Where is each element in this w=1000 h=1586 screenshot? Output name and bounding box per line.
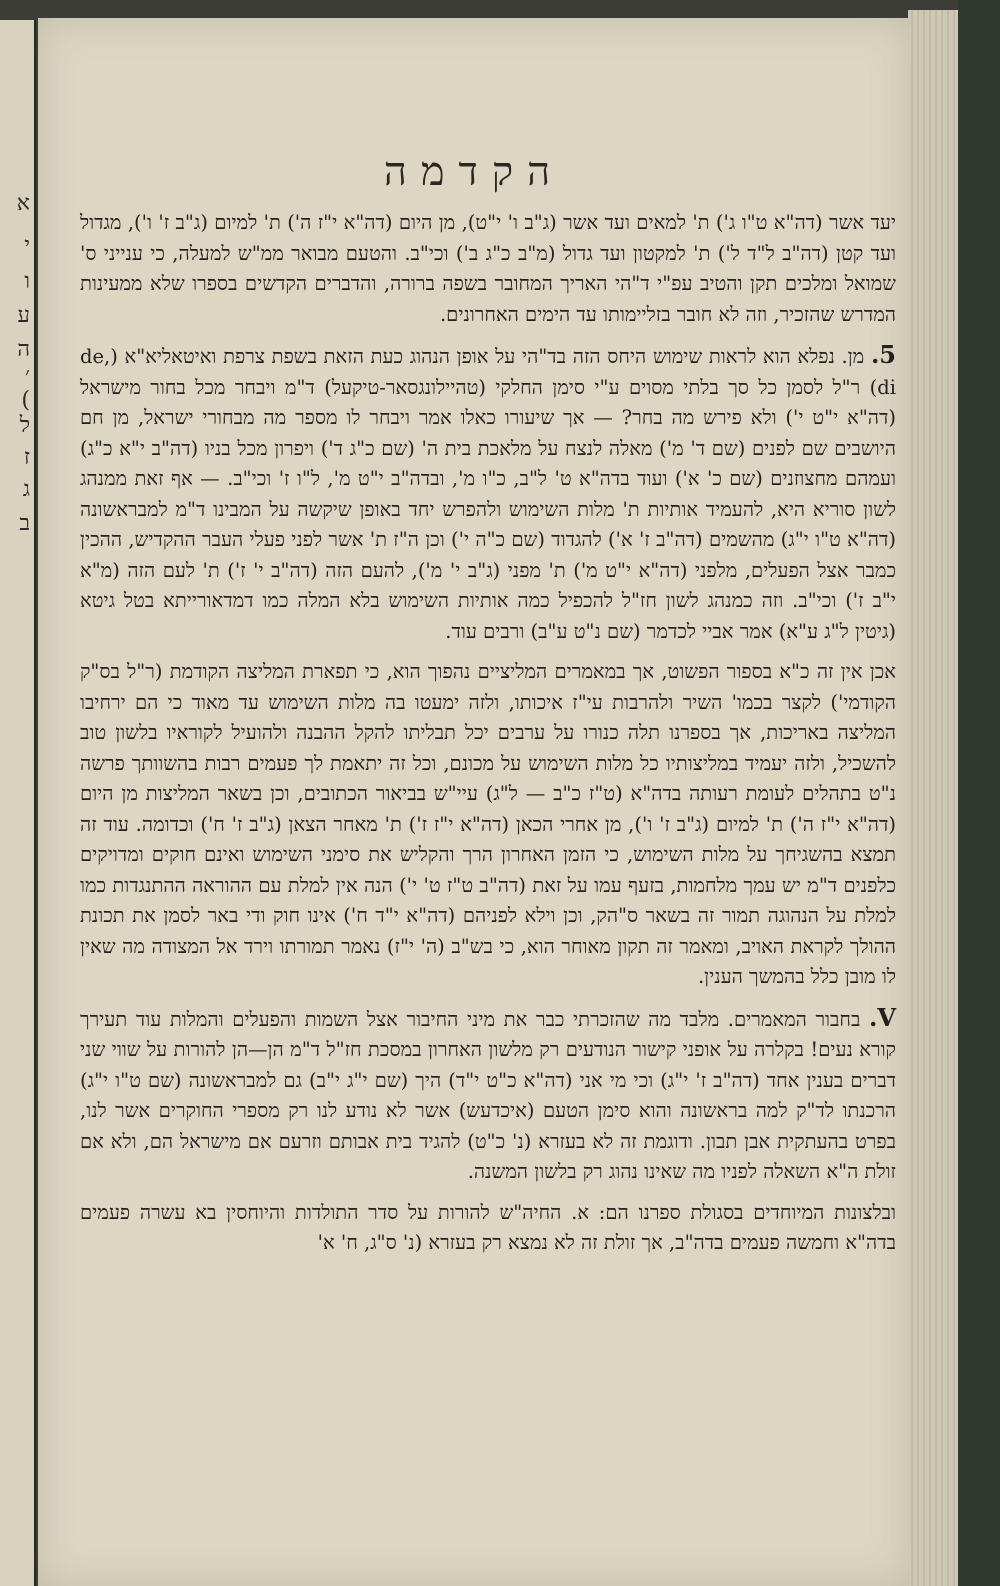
previous-page-edge	[0, 20, 36, 1586]
body-text	[80, 208, 896, 1269]
page-stack-edges	[908, 10, 958, 1586]
section-marker: V.	[869, 1002, 896, 1032]
paragraph-text: ובלצונות המיוחדים בסגולת ספרנו הם: א. החיה"ש להורות על סדר התולדות והיוחסין בא עשרה פעמים בדה"א וחמשה פעמים בדה"ב, אך זולת זה לא נמצא רק בעזרא (נ' ס"ג, ח' א'	[80, 1200, 896, 1254]
margin-glyph: ז	[23, 445, 30, 470]
paragraph	[80, 657, 896, 993]
paragraph	[80, 340, 896, 647]
paragraph	[80, 1198, 896, 1259]
paragraph-text: אכן אין זה כ"א בספור הפשוט, אך במאמרים המליציים נהפוך הוא, כי תפארת המליצה הקודמת (ר"ל בס"ק הקודמי') לקצר בכמו' השיר ולהרבות עי"ז איכותו, ולזה ימעטו בה מלות השימוש עד מאוד כי הם ירחיבו המליצה באריכות, אך בספרנו תלה כנורו על ערבים יכל תבליתו להקל ההבנה ולהועיל לקוראיו בלשון טוב להשכיל, ולזה יעמיד במליצותיו כל מלות השימוש על מכונם, וכל זה יתאמת לך פעמים רבות בהשוותך פרשה נ"ט בתהלים לעומת רעותה בדה"א (ט"ז כ"ב — ל"ג) עיי"ש בביאור הכתובים, וכן בשאר המליצות מן היום (דה"א י"ז ה') ת' למיום (ג"ב ז' ו'), מן אחרי הכאן (דה"א י"ז ז') ת' מאחר הצאן (ג"ב ז' ח') וכדומה. עוד זה תמצא בהשגיחך על מלות השימוש, כי הזמן האחרון הרך והקליש את סימני השימוש ואינם חוקים ומדויקים כלפנים ד"מ יש עמך מלחמות, בזעף עמו על זאת (דה"ב ט"ז ט' י') הנה אין למלת עם ההוראה ההתנגדות כמו למלת על הנהוגה תמור זה בשאר ס"הק, וכן וילא לפניהם (דה"א י"ד ח') אינו חוק ודי באר לסמן את תכונת ההולך לקראת האויב, ומאמר זה תקון מאוחר הוא, כי בש"ב (ה' י"ז) נאמר תמורתו וירד אל המצודה מה שאין לו מובן כלל בהמשך הענין.	[80, 660, 896, 988]
margin-glyph: ב	[19, 511, 30, 536]
margin-glyph: (	[21, 388, 30, 413]
paragraph-text: בחבור המאמרים. מלבד מה שהזכרתי כבר את מיני החיבור אצל השמות והפעלים והמלות עוד תעירך קורא נעים! בקלרה על אופני קישור הנודעים רק מלשון האחרון במסכת חז"ל ד"מ הן—הן להורות על שווי שני דברים בענין אחד (דה"ב ז' י"ג) וכי מי אני (דה"א כ"ט י"ד) היך (שם י"ג י"ב) גם למבראשונה (שם ט"ו י"ג) הרכנתו לד"ק למה בראשונה והוא סימן הטעם (איכדעש) אשר לא נודע לנו רק מספרי החוקרים אשר לנו, בפרט בהעתקית אבן תבון. ודוגמת זה לא בעזרא (נ' כ"ט) להגיד בית אבותם וזרעם אם מישראל הם, ולא אם זולת ה"א השאלה לפניו מה שאינו נהוג רק בלשון המשנה.	[80, 1007, 896, 1183]
page-title: הקדמה	[383, 149, 565, 195]
margin-glyph: ה	[17, 337, 30, 362]
paragraph	[80, 1003, 896, 1188]
margin-glyph: ׳	[24, 363, 30, 388]
book-page	[38, 18, 910, 1586]
margin-glyph: ג	[22, 477, 30, 502]
margin-glyph: י	[24, 233, 30, 258]
margin-glyph: ע	[17, 303, 30, 328]
book-cover-edge	[958, 0, 1000, 1586]
section-marker: 5.	[870, 340, 896, 369]
paragraph-text: יעד אשר (דה"א ט"ו ג') ת' למאים ועד אשר (ג"ב ו' י"ט), מן היום (דה"א י"ז ה') ת' למיום (ג"ב ז' ו'), מגדול ועד קטן (דה"ב ל"ד ל') ת' למקטון ועד גדול (מ"ב כ"ג ב') וכי"ב. והטעם מבואר ממ"ש למעלה, כי ענייני ס' שמואל ומלכים תקן והטיב עפ"י ד"הי האריך המחובר בשפה ברורה, והדברים הקדשים בספרו שלא ממעינות המדרש שהזכיר, וזה לא חובר בזליימותו עד הימים האחרונים.	[80, 211, 896, 326]
margin-glyph: ו	[24, 269, 30, 294]
paragraph-text: מן. נפלא הוא לראות שימוש היחס הזה בד"הי על אופן הנהוג כעת הזאת בשפת צרפת ואיטאליא"א (de, di) ר"ל לסמן כל סך בלתי מסוים ע"י סימן החלקי (טהיילונגסאר-טיקעל) ד"מ ויבחר מכל בחור מישראל (דה"א י"ט י') ולא פירש מה בחר? — אך שיעורו כאלו אמר ויבחר לו מספר מה מבחורי ישראל, מן חם היושבים שם לפנים (שם ד' מ') מאלה לנצח על מלאכת בית ה' (שם כ"ג ד') ויפרון מכל בניו (דה"ב י"א כ"ג) ועמהם מחצוזנים (שם כ' א') ועוד בדה"א ט' ל"ב, כ"ו מ', ובדה"ב י"ט מ', ל"ו ז' וכי"ב. — אף זאת ממנהג לשון סוריא היא, להעמיד אותיות ת' מלות השימוש ולהפרש יחד באופן שיקשה על המבינו ד"מ למבראשונה (דה"א ט"ו י"ג) מהשמים (דה"ב ז' א') להגדוד (שם כ"ה י') וכן ה"ז ת' אשר לפני פעלי העבר ההקדיש, ההכין כמבר אצל הפעלים, מלפני (דה"א י"ט מ') ת' מפני (ג"ב י' מ'), להעם הזה (דה"ב י' ז') ת' לעם הזה (מ"א י"ב ז') וכי"ב. וזה כמנהג לשון חז"ל להכפיל כמה אותיות השימוש בלא המלה כמו דמדאורייתא בטל גיטא (גיטין ל"ג ע"א) אמר אביי לכדמר (שם נ"ט ע"ב) ורבים עוד.	[80, 345, 896, 643]
margin-glyph: ל	[19, 413, 30, 438]
paragraph	[80, 208, 896, 330]
margin-glyph: א	[16, 191, 30, 216]
